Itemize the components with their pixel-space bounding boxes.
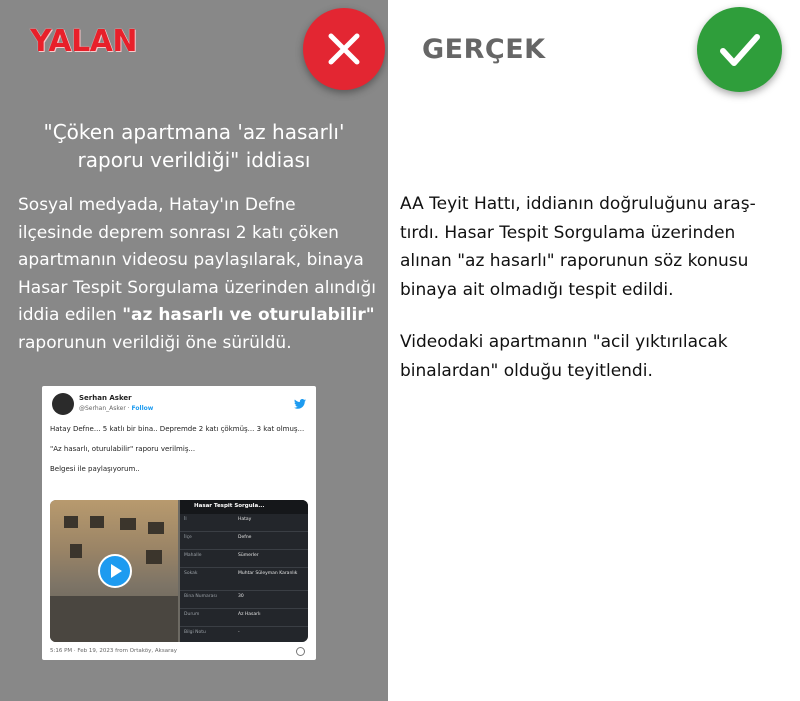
report-row-key: Mahalle: [184, 553, 202, 558]
fact-line: binalardan" olduğu teyitlendi.: [400, 360, 653, 381]
tweet-author-handle: @Serhan_Asker · Follow: [79, 405, 154, 412]
false-label: YALAN: [30, 24, 138, 59]
fact-line: Videodaki apartmanın "acil yıktırılacak: [400, 332, 728, 352]
check-icon: [697, 7, 782, 92]
report-row-value: Az Hasarlı: [238, 612, 261, 617]
report-row-key: Durum: [184, 612, 200, 617]
fact-line: tırdı. Hasar Tespit Sorgulama üzerinden: [400, 222, 736, 243]
fact-line: AA Teyit Hattı, iddianın doğruluğunu araş-: [400, 194, 756, 214]
claim-body-line: Hasar Tespit Sorgulama üzerinden alındığı: [18, 277, 376, 298]
report-row: [180, 627, 308, 642]
claim-title-line: raporu verildiği" iddiası: [77, 148, 311, 172]
report-row: [180, 609, 308, 627]
claim-body-text: iddia edilen: [18, 305, 123, 325]
claim-body-line: ilçesinde deprem sonrası 2 katı çöken: [18, 222, 339, 243]
embedded-tweet[interactable]: [42, 386, 316, 660]
claim-title: [12, 118, 376, 174]
report-row: [180, 568, 308, 591]
follow-link[interactable]: Follow: [131, 405, 154, 412]
claim-title-line: "Çöken apartmana 'az hasarlı': [43, 120, 345, 144]
report-row-value: Muhtar Süleyman Karanlık: [238, 571, 298, 576]
report-row-key: İl: [184, 517, 187, 522]
fact-line: alınan "az hasarlı" raporunun söz konusu: [400, 251, 749, 271]
avatar[interactable]: [52, 393, 74, 415]
play-icon[interactable]: [98, 554, 132, 588]
false-claim-panel: [0, 0, 388, 701]
report-row: [180, 550, 308, 568]
claim-body-line: [18, 302, 388, 330]
report-row: [180, 514, 308, 532]
report-row-value: -: [238, 630, 240, 635]
tweet-media[interactable]: [50, 500, 308, 642]
report-row-value: Hatay: [238, 517, 252, 522]
damage-report-screenshot: [180, 500, 308, 642]
fact-body: [400, 190, 795, 385]
claim-body-line: Sosyal medyada, Hatay'ın Defne: [18, 195, 296, 215]
tweet-author-name[interactable]: Serhan Asker: [79, 394, 132, 402]
report-row-value: Defne: [238, 535, 252, 540]
report-screenshot-title: Hasar Tespit Sorgula...: [194, 503, 265, 509]
tweet-text: Hatay Defne... 5 katlı bir bina.. Depremde 2 katı çökmüş... 3 kat olmuş... "Az hasarlı, oturulabilir" raporu verilmiş... Belgesi ile paylaşıyorum..: [50, 425, 305, 473]
report-row-value: Sümerler: [238, 553, 259, 558]
claim-body: [18, 192, 388, 357]
claim-body-line: apartmanın videosu paylaşılarak, binaya: [18, 250, 364, 270]
report-row: [180, 532, 308, 550]
twitter-bird-icon[interactable]: [294, 394, 306, 413]
fact-line: binaya ait olmadığı tespit edildi.: [400, 279, 674, 300]
report-row-value: 30: [238, 594, 244, 599]
claim-body-bold: "az hasarlı ve oturulabilir": [122, 305, 375, 325]
collapsed-building-video[interactable]: [50, 500, 178, 642]
report-row-key: Sokak: [184, 571, 198, 576]
tweet-handle-text[interactable]: @Serhan_Asker: [79, 405, 126, 412]
tweet-timestamp[interactable]: 5:16 PM · Feb 19, 2023 from Ortaköy, Aksaray: [50, 648, 177, 654]
report-row-key: İlçe: [184, 535, 192, 540]
report-row: [180, 591, 308, 609]
claim-body-line: raporunun verildiği öne sürüldü.: [18, 332, 292, 353]
info-icon[interactable]: [296, 647, 305, 656]
true-label: GERÇEK: [422, 34, 546, 65]
x-icon: [303, 8, 385, 90]
report-row-key: Bina Numarası: [184, 594, 217, 599]
report-row-key: Bilgi Notu: [184, 630, 206, 635]
